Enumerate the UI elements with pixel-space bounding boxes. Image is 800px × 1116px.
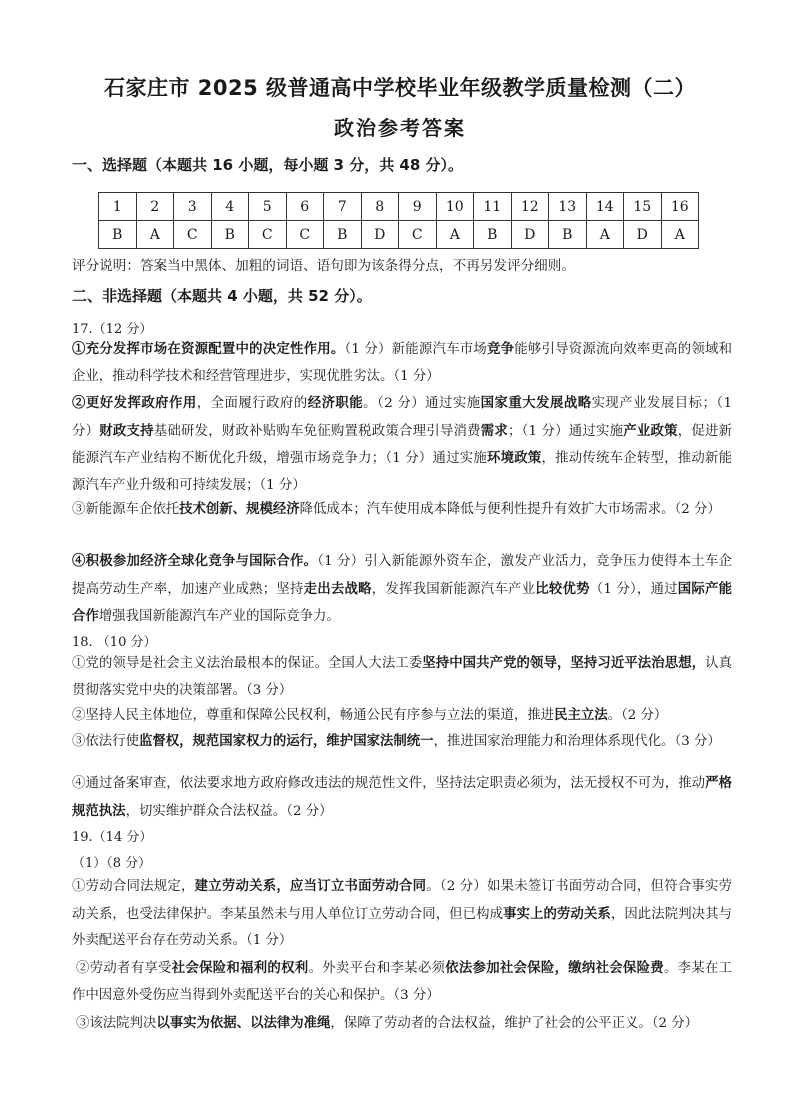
question-number-cell: 6 (286, 193, 324, 221)
answer-text: 。外卖平台和李某必须 (308, 961, 446, 976)
answer-cell: B (324, 221, 362, 249)
key-point-text: 技术创新、规模经济 (179, 501, 300, 517)
answer-text: ③依法行使 (72, 734, 139, 749)
answer-cell: B (211, 221, 249, 249)
question-number-cell: 13 (549, 193, 587, 221)
key-point-text: 需求 (480, 422, 508, 439)
answer-text: ，因此法院判决其与外卖配送平台存在劳动关系。（1 分） (72, 906, 733, 948)
key-point-text: 比较优势 (535, 580, 590, 597)
answer-text: 。（2 分）如果未签订书面劳动合同，但符合事实劳动关系，也受法律保护。李某虽然未与用人单位订立劳动合同，但已构成 (72, 879, 733, 922)
key-point-text: 严格规范执法 (72, 775, 733, 819)
answer-cell: C (174, 221, 212, 249)
answer-text: 能够引导资源流向效率更高的领域和企业，推动科学技术和经营管理进步，实现优胜劣汰。（1 分） (72, 342, 733, 384)
question-number-cell: 10 (436, 193, 474, 221)
key-point-text: 社会保险和福利的权利 (171, 960, 309, 976)
answer-cell: A (661, 221, 699, 249)
answer-text: ，推进国家治理能力和治理体系现代化。（3 分） (433, 734, 721, 749)
q17-point-2 (72, 390, 732, 499)
section-2-heading: 二、非选择题（本题共 4 小题，共 52 分）。 (72, 287, 372, 305)
q17-point-3 (72, 496, 732, 524)
answer-cell: D (624, 221, 662, 249)
key-point-text: 产业政策 (623, 422, 678, 439)
answer-text: ，促进新能源汽车产业结构不断优化升级，增强市场竞争力；（1 分）通过实施 (72, 423, 733, 466)
question-number-cell: 14 (586, 193, 624, 221)
answer-cell: B (549, 221, 587, 249)
key-point-text: 竞争 (487, 341, 515, 357)
q19-point-2 (72, 955, 732, 1009)
q19-point-1 (72, 873, 732, 955)
question-number-cell: 12 (511, 193, 549, 221)
answer-text: （1 分）新能源汽车市场 (344, 342, 488, 357)
key-point-text: 民主立法 (554, 707, 608, 723)
answer-text: 认真贯彻落实党中央的决策部署。（3 分） (72, 656, 733, 698)
key-point-text: ④积极参加经济全球化竞争与国际合作。 (72, 553, 318, 569)
answer-text: ④通过备案审查，依法要求地方政府修改违法的规范性文件，坚持法定职责必须为，法无授权不可为，推动 (72, 776, 706, 791)
answer-cell: A (136, 221, 174, 249)
answer-cell: C (286, 221, 324, 249)
answer-text: ，全面履行政府的 (196, 396, 308, 411)
answer-text: ③该法院判决 (76, 1016, 157, 1031)
answer-text: ，发挥我国新能源汽车产业 (371, 581, 536, 597)
question-number-cell: 16 (661, 193, 699, 221)
q17-point-4 (72, 548, 732, 631)
question-number-cell: 7 (324, 193, 362, 221)
answer-text: （1 分），通过 (589, 581, 678, 597)
question-number-cell: 8 (361, 193, 399, 221)
question-19-sub-1-label: （1）（8 分） (72, 856, 152, 871)
answer-cell: D (361, 221, 399, 249)
answer-text: ，推动传统车企转型，推动新能源汽车产业升级和可持续发展；（1 分） (72, 451, 733, 493)
key-point-text: 坚持中国共产党的领导，坚持习近平法治思想， (422, 655, 706, 671)
question-number-cell: 1 (99, 193, 137, 221)
key-point-text: 经济职能 (307, 395, 364, 411)
key-point-text: ①充分发挥市场在资源配置中的决定性作用。 (72, 341, 345, 357)
answer-cell: D (511, 221, 549, 249)
answer-text: ，切实维护群众合法权益。（2 分） (125, 803, 333, 819)
answer-text: 。李某在工作中因意外受伤应当得到外卖配送平台的关心和保护。（3 分） (72, 961, 733, 1003)
answer-table (98, 192, 699, 249)
answer-text: ，保障了劳动者的合法权益，维护了社会的公平正义。（2 分） (330, 1016, 699, 1031)
answer-text: 。（2 分） (607, 708, 668, 723)
q18-point-4 (72, 770, 732, 825)
key-point-text: 国际产能合作 (72, 580, 733, 624)
question-number-cell: 15 (624, 193, 662, 221)
question-17-label: 17.（12 分） (72, 322, 153, 337)
question-number-cell: 9 (399, 193, 437, 221)
key-point-text: 建立劳动关系，应当订立书面劳动合同 (194, 878, 427, 894)
answer-cell: B (99, 221, 137, 249)
key-point-text: 以事实为依据、以法律为准绳 (156, 1015, 331, 1031)
question-number-cell: 2 (136, 193, 174, 221)
answer-text: （1 分）引入新能源外资车企，激发产业活力，竞争压力使得本土车企提高劳动生产率，加速产业成熟；坚持 (72, 554, 733, 597)
answer-text: 增强我国新能源汽车产业的国际竞争力。 (98, 609, 340, 624)
answer-text: ②坚持人民主体地位，尊重和保障公民权利，畅通公民有序参与立法的渠道，推进 (72, 708, 555, 723)
key-point-text: 走出去战略 (303, 580, 372, 597)
question-number-cell: 3 (174, 193, 212, 221)
page-subtitle: 政治参考答案 (334, 116, 466, 140)
q18-point-2 (72, 702, 732, 730)
answer-cell: B (474, 221, 512, 249)
q19-point-3 (72, 1010, 732, 1038)
answer-text: ②劳动者有享受 (76, 961, 172, 976)
answer-cell: C (249, 221, 287, 249)
answer-cell: A (586, 221, 624, 249)
question-number-cell: 4 (211, 193, 249, 221)
key-point-text: 环境政策 (487, 450, 542, 466)
key-point-text: 事实上的劳动关系 (503, 905, 611, 922)
answer-text: ①党的领导是社会主义法治最根本的保证。全国人大法工委 (72, 656, 423, 671)
answer-text: ；（1 分）通过实施 (507, 423, 624, 439)
answer-cell: C (399, 221, 437, 249)
q18-point-1 (72, 650, 732, 704)
answer-text: ③新能源车企依托 (72, 502, 180, 517)
question-18-label: 18. （10 分） (72, 635, 157, 650)
answer-text: 基础研发，财政补贴购车免征购置税政策合理引导消费 (153, 423, 481, 439)
answer-table-number-row (99, 193, 699, 221)
page-title: 石家庄市 2025 级普通高中学校毕业年级教学质量检测（二） (103, 76, 697, 100)
question-19-label: 19.（14 分） (72, 830, 153, 845)
key-point-text: 国家重大发展战略 (480, 395, 592, 411)
answer-text: 实现产业发展目标；（1 分） (72, 396, 733, 439)
answer-cell: A (436, 221, 474, 249)
key-point-text: 财政支持 (99, 422, 154, 439)
scoring-note: 评分说明：答案当中黑体、加粗的词语、语句即为该条得分点，不再另发评分细则。 (72, 258, 575, 274)
key-point-text: 监督权，规范国家权力的运行，维护国家法制统一 (138, 733, 434, 749)
section-1-heading: 一、选择题（本题共 16 小题，每小题 3 分，共 48 分）。 (72, 156, 464, 174)
q17-point-1 (72, 336, 732, 390)
question-number-cell: 5 (249, 193, 287, 221)
key-point-text: 依法参加社会保险，缴纳社会保险费 (445, 960, 664, 976)
question-number-cell: 11 (474, 193, 512, 221)
answer-text: 降低成本；汽车使用成本降低与便利性提升有效扩大市场需求。（2 分） (299, 502, 721, 517)
key-point-text: ②更好发挥政府作用 (72, 395, 197, 411)
answer-text: 。（2 分）通过实施 (363, 396, 481, 411)
answer-text: ①劳动合同法规定， (72, 879, 195, 894)
answer-table-answer-row (99, 221, 699, 249)
q18-point-3 (72, 728, 732, 756)
